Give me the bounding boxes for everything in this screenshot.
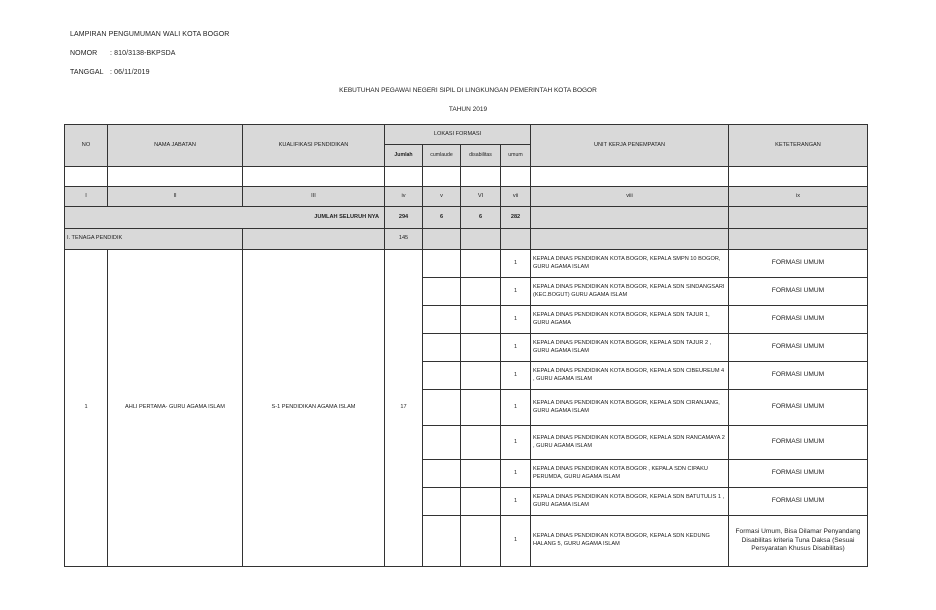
roman-cell: iv bbox=[385, 187, 423, 207]
nomor-value: : 810/3138-BKPSDA bbox=[110, 50, 176, 57]
header-unit-kerja: UNIT KERJA PENEMPATAN bbox=[531, 125, 729, 167]
blank-cell bbox=[423, 362, 461, 390]
group-no: 1 bbox=[65, 250, 108, 567]
roman-numeral-row bbox=[65, 187, 868, 207]
umum-cell: 1 bbox=[501, 460, 531, 488]
header-lokasi-formasi: LOKASI FORMASI bbox=[385, 125, 531, 145]
roman-cell: vii bbox=[501, 187, 531, 207]
unit-kerja-cell: KEPALA DINAS PENDIDIKAN KOTA BOGOR, KEPALA SDN CIRANJANG, GURU AGAMA ISLAM bbox=[531, 390, 729, 426]
document-subtitle: TAHUN 2019 bbox=[448, 106, 488, 113]
header-nama-jabatan: NAMA JABATAN bbox=[108, 125, 243, 167]
blank-cell bbox=[531, 167, 729, 187]
blank-cell bbox=[501, 229, 531, 250]
unit-kerja-cell: KEPALA DINAS PENDIDIKAN KOTA BOGOR, KEPALA SDN KEDUNG HALANG 5, GURU AGAMA ISLAM bbox=[531, 516, 729, 567]
blank-cell bbox=[461, 390, 501, 426]
keterangan-cell: FORMASI UMUM bbox=[729, 390, 868, 426]
keterangan-cell: Formasi Umum, Bisa Dilamar Penyandang Disabilitas kriteria Tuna Daksa (Sesuai Persyaratan Khusus Disabilitas) bbox=[729, 516, 868, 567]
roman-cell: v bbox=[423, 187, 461, 207]
blank-cell bbox=[461, 460, 501, 488]
header-jumlah: Jumlah bbox=[385, 145, 423, 167]
unit-kerja-cell: KEPALA DINAS PENDIDIKAN KOTA BOGOR, KEPALA SDN RANCAMAYA 2 , GURU AGAMA ISLAM bbox=[531, 426, 729, 460]
keterangan-cell: FORMASI UMUM bbox=[729, 278, 868, 306]
umum-cell: 1 bbox=[501, 250, 531, 278]
group-kualifikasi: S-1 PENDIDIKAN AGAMA ISLAM bbox=[243, 250, 385, 567]
document-title: KEBUTUHAN PEGAWAI NEGERI SIPIL DI LINGKUNGAN PEMERINTAH KOTA BOGOR bbox=[339, 87, 597, 94]
blank-cell bbox=[461, 488, 501, 516]
group-jabatan: AHLI PERTAMA- GURU AGAMA ISLAM bbox=[108, 250, 243, 567]
header-umum: umum bbox=[501, 145, 531, 167]
nomor-line bbox=[70, 50, 176, 57]
keterangan-cell: FORMASI UMUM bbox=[729, 362, 868, 390]
blank-cell bbox=[423, 229, 461, 250]
blank-cell bbox=[243, 229, 385, 250]
blank-cell bbox=[729, 207, 868, 229]
roman-cell: ix bbox=[729, 187, 868, 207]
umum-cell: 1 bbox=[501, 362, 531, 390]
blank-cell bbox=[423, 488, 461, 516]
tanggal-value: : 06/11/2019 bbox=[110, 69, 150, 76]
keterangan-cell: FORMASI UMUM bbox=[729, 306, 868, 334]
header-kualifikasi: KUALIFIKASI PENDIDIKAN bbox=[243, 125, 385, 167]
blank-cell bbox=[423, 516, 461, 567]
umum-cell: 1 bbox=[501, 334, 531, 362]
header-cumlaude: cumlaude bbox=[423, 145, 461, 167]
blank-cell bbox=[461, 278, 501, 306]
blank-cell bbox=[65, 167, 108, 187]
formasi-table bbox=[64, 124, 868, 567]
keterangan-cell: FORMASI UMUM bbox=[729, 460, 868, 488]
unit-kerja-cell: KEPALA DINAS PENDIDIKAN KOTA BOGOR, KEPALA SDN CIBEUREUM 4 , GURU AGAMA ISLAM bbox=[531, 362, 729, 390]
total-disabilitas: 6 bbox=[461, 207, 501, 229]
tanggal-label: TANGGAL bbox=[70, 69, 104, 76]
umum-cell: 1 bbox=[501, 390, 531, 426]
total-umum: 282 bbox=[501, 207, 531, 229]
total-row bbox=[65, 207, 868, 229]
blank-cell bbox=[461, 516, 501, 567]
total-label: JUMLAH SELURUH NYA bbox=[65, 207, 385, 229]
blank-cell bbox=[423, 306, 461, 334]
roman-cell: VI bbox=[461, 187, 501, 207]
blank-cell bbox=[531, 229, 729, 250]
blank-cell bbox=[423, 334, 461, 362]
header-disabilitas: disabilitas bbox=[461, 145, 501, 167]
umum-cell: 1 bbox=[501, 306, 531, 334]
umum-cell: 1 bbox=[501, 516, 531, 567]
blank-cell bbox=[423, 390, 461, 426]
roman-cell: I bbox=[65, 187, 108, 207]
blank-cell bbox=[243, 167, 385, 187]
tanggal-line bbox=[70, 69, 150, 76]
keterangan-cell: FORMASI UMUM bbox=[729, 334, 868, 362]
blank-cell bbox=[461, 306, 501, 334]
blank-cell bbox=[108, 167, 243, 187]
unit-kerja-cell: KEPALA DINAS PENDIDIKAN KOTA BOGOR, KEPALA SMPN 10 BOGOR, GURU AGAMA ISLAM bbox=[531, 250, 729, 278]
keterangan-cell: FORMASI UMUM bbox=[729, 250, 868, 278]
nomor-label: NOMOR bbox=[70, 50, 98, 57]
section-label: I. TENAGA PENDIDIK bbox=[65, 229, 243, 250]
unit-kerja-cell: KEPALA DINAS PENDIDIKAN KOTA BOGOR, KEPALA SDN TAJUR 2 , GURU AGAMA ISLAM bbox=[531, 334, 729, 362]
blank-cell bbox=[385, 167, 423, 187]
section-row bbox=[65, 229, 868, 250]
blank-cell bbox=[423, 250, 461, 278]
blank-cell bbox=[461, 334, 501, 362]
section-jumlah: 145 bbox=[385, 229, 423, 250]
umum-cell: 1 bbox=[501, 488, 531, 516]
blank-cell bbox=[729, 229, 868, 250]
header-no: NO bbox=[65, 125, 108, 167]
blank-cell bbox=[423, 460, 461, 488]
blank-cell bbox=[729, 167, 868, 187]
unit-kerja-cell: KEPALA DINAS PENDIDIKAN KOTA BOGOR, KEPALA SDN TAJUR 1, GURU AGAMA bbox=[531, 306, 729, 334]
unit-kerja-cell: KEPALA DINAS PENDIDIKAN KOTA BOGOR , KEPALA SDN CIPAKU PERUMDA, GURU AGAMA ISLAM bbox=[531, 460, 729, 488]
total-cumlaude: 6 bbox=[423, 207, 461, 229]
keterangan-cell: FORMASI UMUM bbox=[729, 488, 868, 516]
blank-cell bbox=[531, 207, 729, 229]
blank-cell bbox=[501, 167, 531, 187]
blank-cell bbox=[423, 426, 461, 460]
roman-cell: viii bbox=[531, 187, 729, 207]
total-jumlah: 294 bbox=[385, 207, 423, 229]
blank-cell bbox=[423, 167, 461, 187]
roman-cell: II bbox=[108, 187, 243, 207]
blank-cell bbox=[461, 229, 501, 250]
roman-cell: III bbox=[243, 187, 385, 207]
unit-kerja-cell: KEPALA DINAS PENDIDIKAN KOTA BOGOR, KEPALA SDN BATUTULIS 1 , GURU AGAMA ISLAM bbox=[531, 488, 729, 516]
document-header-line: LAMPIRAN PENGUMUMAN WALI KOTA BOGOR bbox=[70, 31, 230, 38]
unit-kerja-cell: KEPALA DINAS PENDIDIKAN KOTA BOGOR, KEPALA SDN SINDANGSARI (KEC.BOGUT) GURU AGAMA ISLAM bbox=[531, 278, 729, 306]
blank-cell bbox=[423, 278, 461, 306]
table-row bbox=[65, 250, 868, 278]
umum-cell: 1 bbox=[501, 278, 531, 306]
blank-cell bbox=[461, 362, 501, 390]
blank-cell bbox=[461, 426, 501, 460]
group-jumlah: 17 bbox=[385, 250, 423, 567]
blank-cell bbox=[461, 250, 501, 278]
keterangan-cell: FORMASI UMUM bbox=[729, 426, 868, 460]
header-keterangan: KETETERANGAN bbox=[729, 125, 868, 167]
blank-cell bbox=[461, 167, 501, 187]
umum-cell: 1 bbox=[501, 426, 531, 460]
